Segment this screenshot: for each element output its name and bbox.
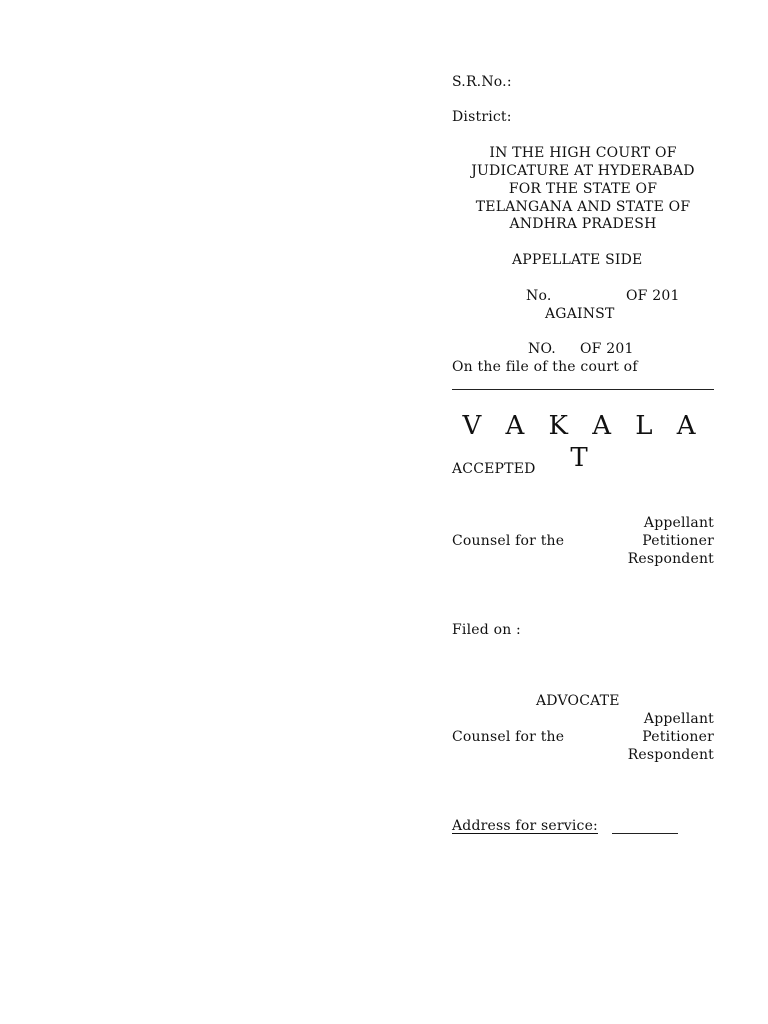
court-line-3: FOR THE STATE OF: [508, 181, 658, 197]
counsel-1-role-appellant: Appellant: [643, 515, 714, 531]
court-line-4: TELANGANA AND STATE OF: [475, 199, 691, 215]
address-for-service-label: Address for service:: [452, 818, 598, 834]
counsel-2-role-petitioner: Petitioner: [642, 729, 714, 745]
counsel-2-role-respondent: Respondent: [627, 747, 714, 763]
advocate-label: ADVOCATE: [536, 693, 620, 709]
document-title: V A K A L A T: [462, 411, 704, 473]
sr-no-label: S.R.No.:: [452, 74, 512, 90]
counsel-1-role-respondent: Respondent: [627, 551, 714, 567]
lower-case-no-label: NO.: [528, 341, 556, 357]
file-of-court-label: On the file of the court of: [452, 359, 638, 375]
court-name-rule: [452, 389, 714, 390]
court-line-2: JUDICATURE AT HYDERABAD: [471, 163, 695, 179]
counsel-2-role-appellant: Appellant: [643, 711, 714, 727]
address-blank-rule: [612, 833, 678, 834]
against-label: AGAINST: [545, 306, 615, 322]
filed-on-label: Filed on :: [452, 622, 521, 638]
court-line-5: ANDHRA PRADESH: [509, 216, 657, 232]
counsel-2-label: Counsel for the: [452, 729, 565, 745]
case-no-label: No.: [526, 288, 552, 304]
court-line-1: IN THE HIGH COURT OF: [489, 145, 677, 161]
district-label: District:: [452, 109, 512, 125]
case-of-year: OF 201: [626, 288, 680, 304]
lower-case-of-year: OF 201: [580, 341, 634, 357]
counsel-1-role-petitioner: Petitioner: [642, 533, 714, 549]
counsel-1-label: Counsel for the: [452, 533, 565, 549]
accepted-label: ACCEPTED: [452, 461, 536, 477]
appellate-side: APPELLATE SIDE: [512, 252, 643, 268]
